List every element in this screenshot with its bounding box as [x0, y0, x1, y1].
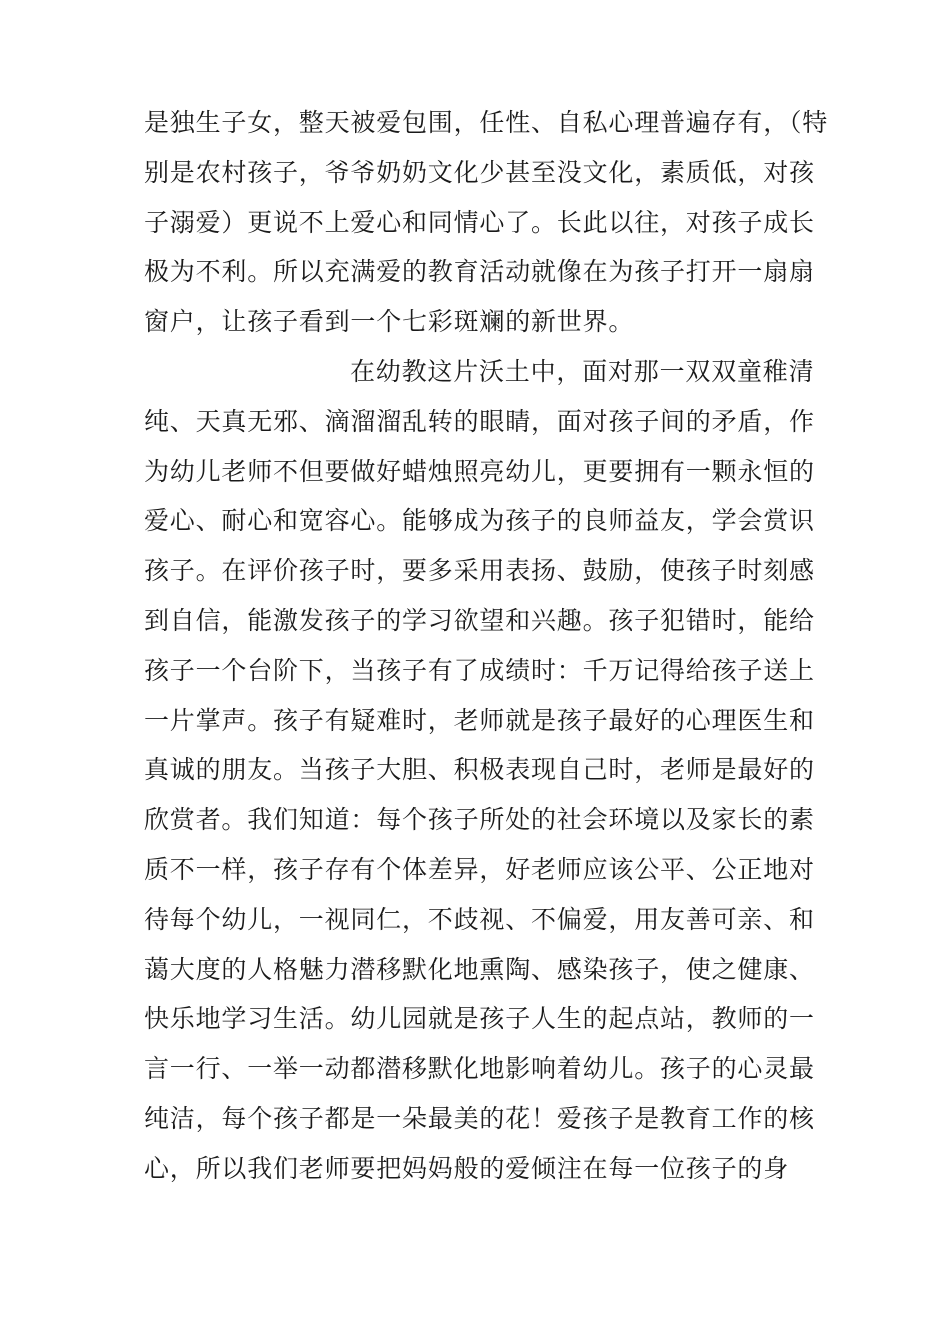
text-line: 极为不利。所以充满爱的教育活动就像在为孩子打开一扇扇	[144, 257, 815, 287]
text-line: 子溺爱）更说不上爱心和同情心了。长此以往，对孩子成长	[144, 207, 815, 237]
paragraph-start-line: 在幼教这片沃土中，面对那一双双童稚清	[350, 356, 815, 386]
text-line: 是独生子女，整天被爱包围，任性、自私心理普遍存有，（特	[144, 108, 829, 137]
text-line: 言一行、一举一动都潜移默化地影响着幼儿。孩子的心灵最	[144, 1054, 815, 1084]
body-text	[144, 98, 829, 1194]
text-line: 窗户，让孩子看到一个七彩斑斓的新世界。	[144, 307, 635, 337]
text-line: 孩子。在评价孩子时，要多采用表扬、鼓励，使孩子时刻感	[144, 556, 815, 586]
text-line: 心，所以我们老师要把妈妈般的爱倾注在每一位孩子的身	[144, 1153, 790, 1183]
text-line: 欣赏者。我们知道：每个孩子所处的社会环境以及家长的素	[144, 805, 815, 835]
text-line: 蔼大度的人格魅力潜移默化地熏陶、感染孩子，使之健康、	[144, 954, 815, 984]
text-line: 纯洁，每个孩子都是一朵最美的花！爱孩子是教育工作的核	[144, 1103, 815, 1133]
text-line: 别是农村孩子，爷爷奶奶文化少甚至没文化，素质低，对孩	[144, 157, 815, 187]
text-line: 爱心、耐心和宽容心。能够成为孩子的良师益友，学会赏识	[144, 506, 815, 536]
text-line: 快乐地学习生活。幼儿园就是孩子人生的起点站，教师的一	[144, 1004, 815, 1034]
text-line: 一片掌声。孩子有疑难时，老师就是孩子最好的心理医生和	[144, 705, 815, 735]
text-line: 为幼儿老师不但要做好蜡烛照亮幼儿，更要拥有一颗永恒的	[144, 456, 815, 486]
text-line: 纯、天真无邪、滴溜溜乱转的眼睛，面对孩子间的矛盾，作	[144, 406, 815, 436]
text-line: 真诚的朋友。当孩子大胆、积极表现自己时，老师是最好的	[144, 755, 815, 785]
text-line: 到自信，能激发孩子的学习欲望和兴趣。孩子犯错时，能给	[144, 605, 815, 635]
text-line: 孩子一个台阶下，当孩子有了成绩时：千万记得给孩子送上	[144, 655, 815, 685]
text-line: 待每个幼儿，一视同仁，不歧视、不偏爱，用友善可亲、和	[144, 904, 815, 934]
text-line: 质不一样，孩子存有个体差异，好老师应该公平、公正地对	[144, 854, 815, 884]
